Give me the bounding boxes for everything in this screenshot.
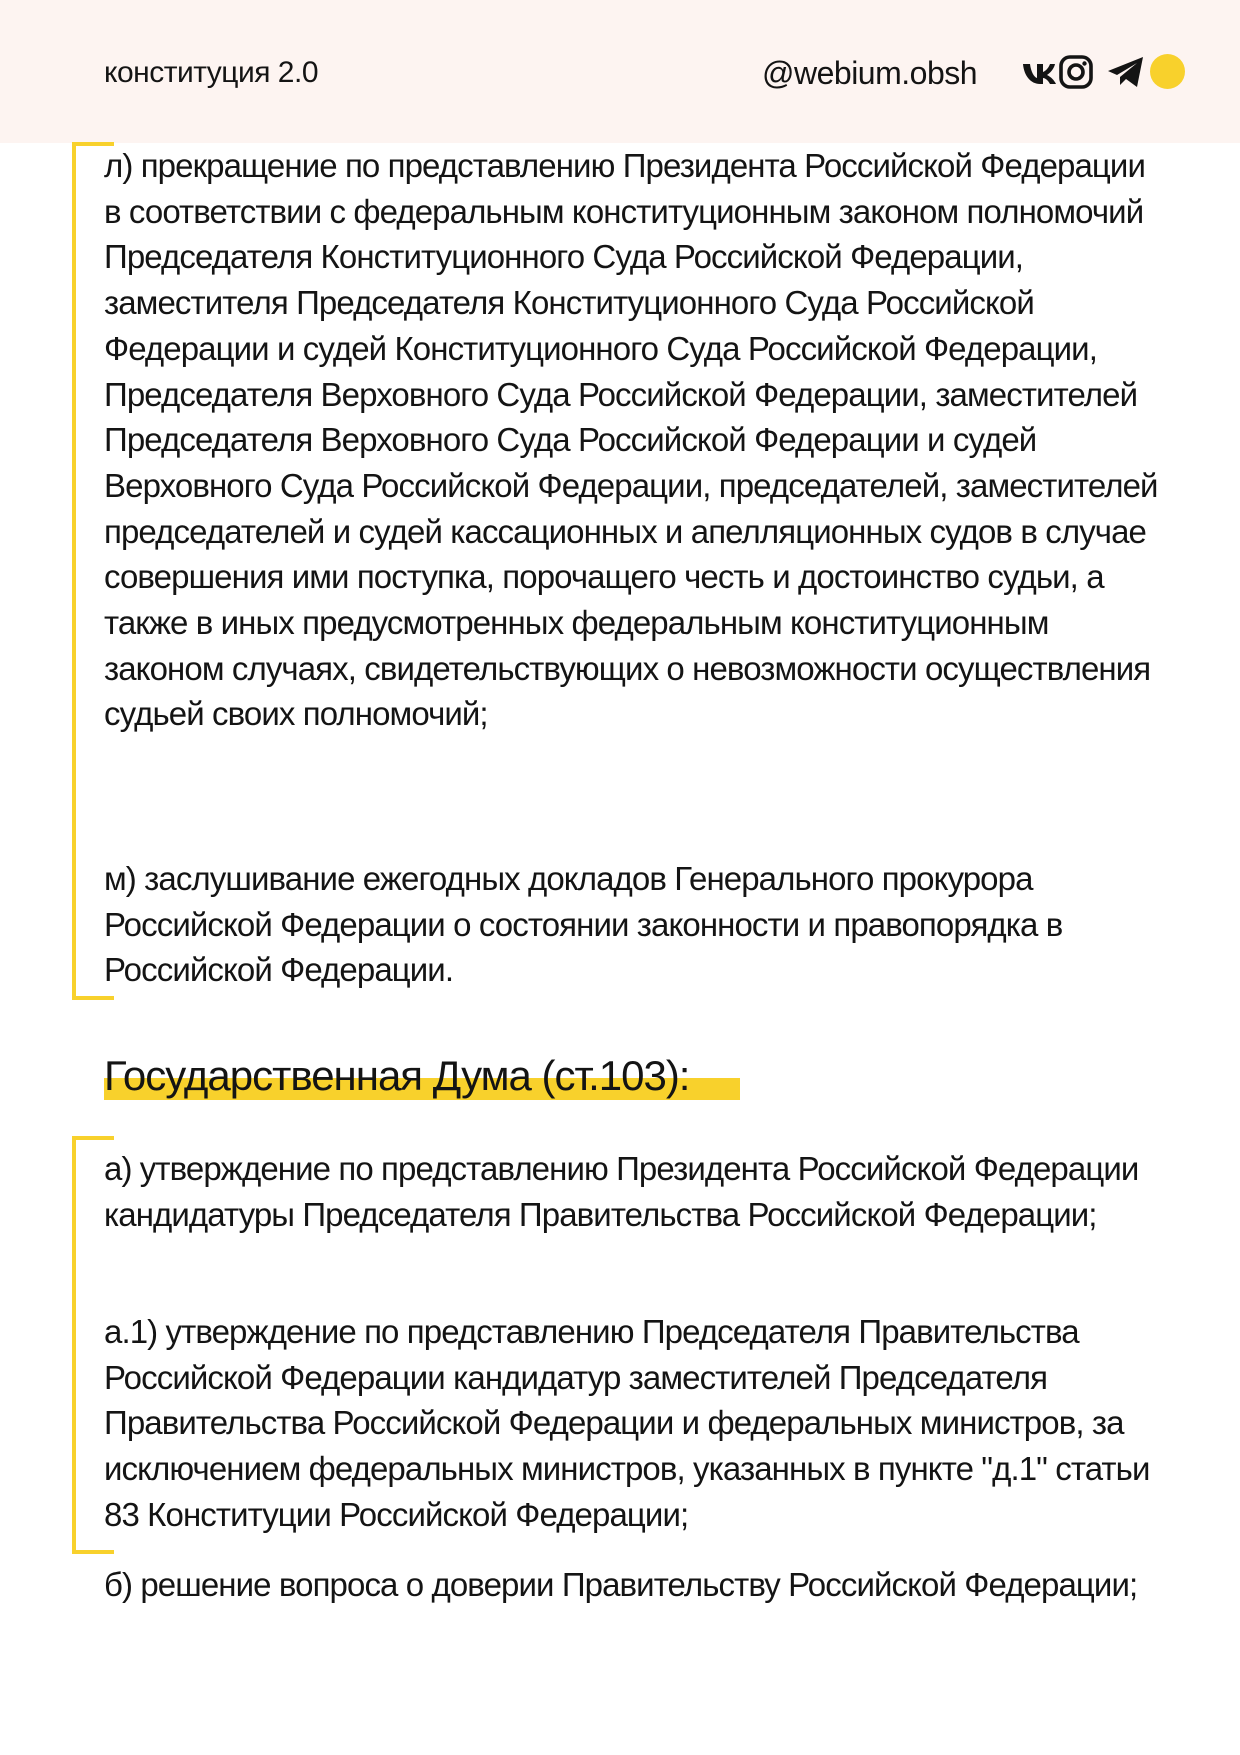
list-item-b: б) решение вопроса о доверии Правительству Российской Федерации;: [104, 1566, 1138, 1603]
vk-icon[interactable]: [1022, 52, 1056, 92]
telegram-icon[interactable]: [1106, 52, 1146, 92]
instagram-icon[interactable]: [1058, 52, 1094, 92]
list-item-l: л) прекращение по представлению Президента Российской Федерации в соответствии с федеральным конституционным законом полномочий Председателя Конституционного Суда Российской Федерации, заместителя Председателя Конституционного Суда Российской Федерации и судей Конституционного Суда Российской Федерации, Председателя Верховного Суда Российской Федерации, заместителей Председателя Верховного Суда Российской Федерации и судей Верховного Суда Российской Федерации, председателей, заместителей председателей и судей кассационных и апелляционных судов в случае совершения ими поступка, порочащего честь и достоинство судьи, а также в иных предусмотренных федеральным конституционным законом случаях, свидетельствующих о невозможности осуществления судьей своих полномочий;: [104, 147, 1158, 733]
list-item-a: а) утверждение по представлению Президента Российской Федерации кандидатуры Председателя Правительства Российской Федерации;: [104, 1150, 1139, 1233]
page-header: [0, 0, 1240, 143]
accent-dot: [1150, 54, 1185, 89]
section-heading-wrap: [104, 1048, 689, 1104]
social-handle[interactable]: @webium.obsh: [762, 55, 978, 91]
list-item-m: м) заслушивание ежегодных докладов Генерального прокурора Российской Федерации о состоянии законности и правопорядка в Российской Федерации.: [104, 860, 1063, 989]
list-item-a1: а.1) утверждение по представлению Председателя Правительства Российской Федерации кандидатур заместителей Председателя Правительства Российской Федерации и федеральных министров, за исключением федеральных министров, указанных в пункте "д.1" статьи 83 Конституции Российской Федерации;: [104, 1313, 1150, 1533]
section-heading: Государственная Дума (ст.103):: [104, 1052, 690, 1099]
header-title: конституция 2.0: [104, 56, 319, 89]
